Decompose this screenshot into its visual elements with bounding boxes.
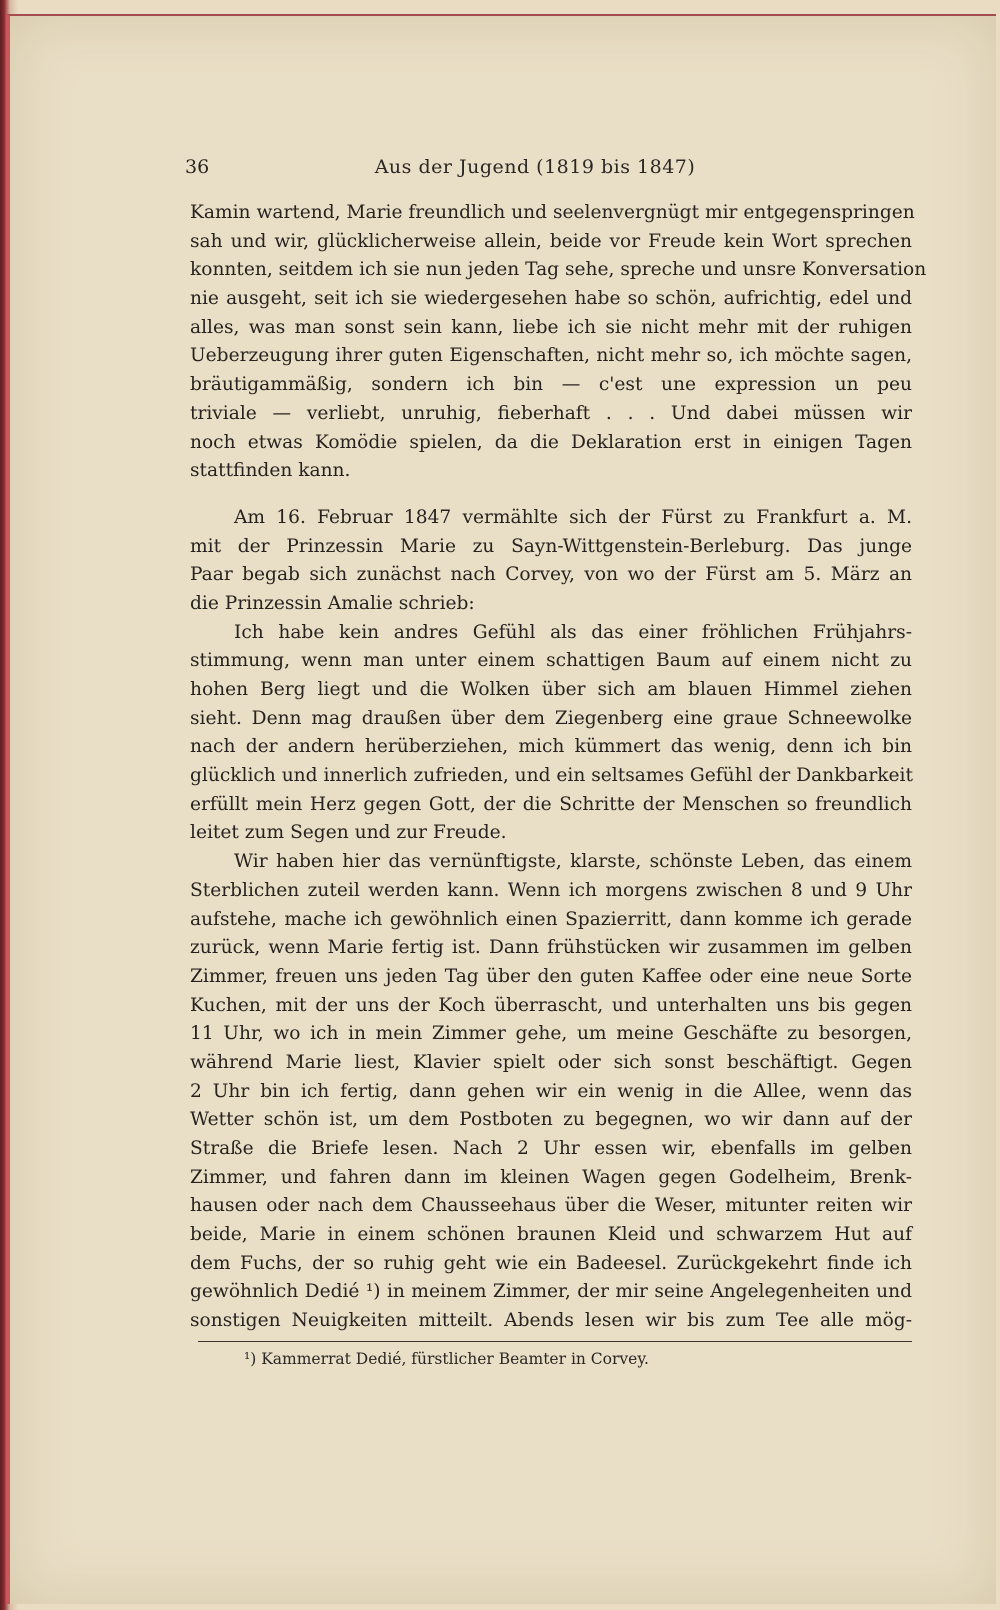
text-line: Ich habe kein andres Gefühl als das einer fröhlichen Frühjahrs- [234, 621, 912, 643]
text-line: Kamin wartend, Marie freundlich und seelenvergnügt mir entgegenspringen [190, 202, 915, 223]
paragraph [190, 504, 912, 619]
text-line: Sterblichen zuteil werden kann. Wenn ich morgens zwischen 8 und 9 Uhr [190, 879, 912, 901]
text-line: während Marie liest, Klavier spielt oder sich sonst beschäftigt. Gegen [190, 1051, 912, 1073]
footnote-divider [198, 1341, 912, 1342]
text-line: glücklich und innerlich zufrieden, und ein seltsames Gefühl der Dankbarkeit [190, 765, 913, 787]
text-line: beide, Marie in einem schönen braunen Kleid und schwarzem Hut auf [190, 1224, 912, 1246]
text-line: triviale — verliebt, unruhig, fieberhaft . . . Und dabei müssen wir [190, 402, 912, 424]
text-line: Zimmer, freuen uns jeden Tag über den guten Kaffee oder eine neue Sorte [190, 965, 912, 987]
footnote: ¹) Kammerrat Dedié, fürstlicher Beamter in Corvey. [244, 1350, 649, 1368]
text-line: zurück, wenn Marie fertig ist. Dann frühstücken wir zusammen im gelben [190, 937, 912, 959]
text-line: sah und wir, glücklicherweise allein, beide vor Freude kein Wort sprechen [190, 230, 912, 252]
text-line: nach der andern herüberziehen, mich kümmert das wenig, denn ich bin [190, 736, 912, 758]
text-line: aufstehe, mache ich gewöhnlich einen Spazierritt, dann komme ich gerade [190, 908, 912, 930]
text-line: Paar begab sich zunächst nach Corvey, von wo der Fürst am 5. März an [190, 564, 912, 586]
text-line: hausen oder nach dem Chausseehaus über die Weser, mitunter reiten wir [190, 1195, 912, 1217]
text-line: alles, was man sonst sein kann, liebe ich sie nicht mehr mit der ruhigen [190, 316, 912, 338]
text-line: leitet zum Segen und zur Freude. [190, 822, 507, 844]
paragraph [190, 199, 927, 486]
text-line: stattfinden kann. [190, 460, 351, 482]
paragraph [190, 619, 912, 849]
text-line: mit der Prinzessin Marie zu Sayn-Wittgenstein-Berleburg. Das junge [190, 535, 912, 557]
text-line: dem Fuchs, der so ruhig geht wie ein Badeesel. Zurückgekehrt finde ich [190, 1252, 912, 1274]
body-text [190, 199, 927, 1336]
text-line: Wetter schön ist, um dem Postboten zu begegnen, wo wir dann auf der [190, 1109, 912, 1131]
page-number: 36 [185, 156, 210, 178]
text-line: gewöhnlich Dedié ¹) in meinem Zimmer, der mir seine Angelegenheiten und [190, 1281, 912, 1303]
text-line: 11 Uhr, wo ich in mein Zimmer gehe, um meine Geschäfte zu besorgen, [190, 1023, 912, 1045]
text-line: erfüllt mein Herz gegen Gott, der die Schritte der Menschen so freundlich [190, 793, 912, 815]
text-line: die Prinzessin Amalie schrieb: [190, 592, 475, 614]
text-line: Kuchen, mit der uns der Koch überrascht, und unterhalten uns bis gegen [190, 994, 912, 1016]
text-line: Wir haben hier das vernünftigste, klarste, schönste Leben, das einem [234, 851, 912, 873]
text-line: Am 16. Februar 1847 vermählte sich der Fürst zu Frankfurt a. M. [234, 506, 912, 528]
text-line: Straße die Briefe lesen. Nach 2 Uhr essen wir, ebenfalls im gelben [190, 1138, 912, 1159]
text-line: Ueberzeugung ihrer guten Eigenschaften, nicht mehr so, ich möchte sagen, [190, 345, 912, 367]
paragraph-gap [190, 486, 912, 504]
text-line: noch etwas Komödie spielen, da die Deklaration erst in einigen Tagen [190, 431, 912, 453]
text-line: hohen Berg liegt und die Wolken über sich am blauen Himmel ziehen [190, 679, 912, 700]
text-line: nie ausgeht, seit ich sie wiedergesehen habe so schön, aufrichtig, edel und [190, 288, 912, 310]
text-line: 2 Uhr bin ich fertig, dann gehen wir ein wenig in die Allee, wenn das [190, 1080, 912, 1102]
text-line: Zimmer, und fahren dann im kleinen Wagen gegen Godelheim, Brenk- [190, 1166, 912, 1188]
text-line: konnten, seitdem ich sie nun jeden Tag sehe, spreche und unsre Konversation [190, 259, 927, 281]
page-header [185, 156, 915, 182]
text-line: stimmung, wenn man unter einem schattigen Baum auf einem nicht zu [190, 650, 912, 672]
text-line: bräutigammäßig, sondern ich bin — c'est une expression un peu [190, 374, 912, 396]
paragraph [190, 848, 912, 1336]
text-line: sieht. Denn mag draußen über dem Ziegenberg eine graue Schneewolke [190, 707, 912, 729]
running-head: Aus der Jugend (1819 bis 1847) [374, 156, 696, 178]
text-line: sonstigen Neuigkeiten mitteilt. Abends lesen wir bis zum Tee alle mög- [190, 1310, 912, 1332]
